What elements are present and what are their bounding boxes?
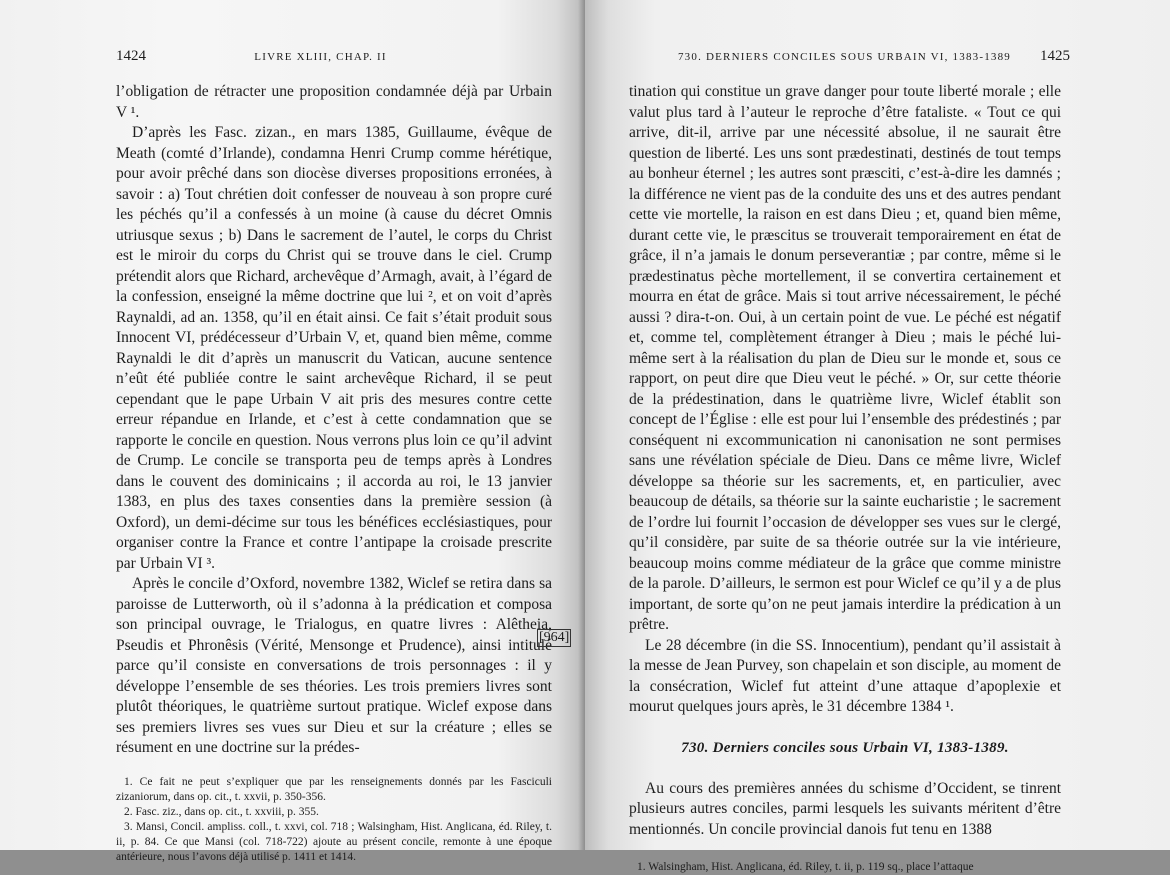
right-footnotes: [629, 860, 1061, 875]
left-page-number: 1424: [116, 48, 146, 64]
left-page-header: [116, 48, 555, 82]
right-page-body: [629, 82, 1061, 840]
right-page: [585, 0, 1170, 873]
left-running-head: LIVRE XLIII, CHAP. II: [254, 51, 387, 63]
right-footnote-1: 1. Walsingham, Hist. Anglicana, éd. Riley, t. ii, p. 119 sq., place l’attaque: [637, 861, 974, 873]
right-section-paragraph: Au cours des premières années du schisme d’Occident, se tinrent plusieurs autres conciles, parmi lesquels les suivants méritent d’être mentionnés. Un concile provincial danois fut tenu en 1388: [629, 779, 1061, 838]
left-paragraph-1: l’obligation de rétracter une proposition condamnée déjà par Urbain V ¹.: [116, 83, 552, 121]
left-page-body: [116, 82, 552, 759]
left-footnotes: [116, 775, 552, 865]
right-paragraph-2: Le 28 décembre (in die SS. Innocentium), pendant qu’il assistait à la messe de Jean Purvey, son chapelain et son disciple, au moment de la consécration, Wiclef fut atteint d’une attaque d’apoplexie et mourut quelques jours après, le 31 décembre 1384 ¹.: [629, 636, 1061, 715]
right-page-number: 1425: [1040, 48, 1070, 64]
left-paragraph-3: Après le concile d’Oxford, novembre 1382, Wiclef se retira dans sa paroisse de Lutterworth, où il s’adonna à la prédication et composa son principal ouvrage, le Trialogus, en quatre livres : Alêtheia, Pseudis et Phronêsis (Vérité, Mensonge et Prudence), ainsi intitulé parce qu’il consiste en conversations de trois personnages : il y développe l’ensemble de ses théories. Les trois premiers livres sont plutôt théoriques, le quatrième surtout pratique. Wiclef expose dans ses premiers livres ses vues sur Dieu et sur la créature ; elles se résument en une doctrine sur la prédes-: [116, 575, 552, 756]
margin-page-reference: [964]: [539, 630, 570, 645]
right-paragraph-1: tination qui constitue un grave danger pour toute liberté morale ; elle valut plus tard à l’auteur le reproche d’être fataliste. « Tout ce qui arrive, dit-il, arrive par une nécessité absolue, il ne saurait être question de liberté. Les uns sont prædestinati, destinés de tout temps au bonheur éternel ; les autres sont præsciti, c’est-à-dire les damnés ; la différence ne vient pas de la conduite des uns et des autres pendant cette vie mortelle, la raison en est dans Dieu ; et, quand bien même, durant cette vie, le præscitus se trouverait temporairement en état de grâce, il n’a jamais le donum perseverantiæ ; par contre, même si le prædestinatus pèche mortellement, il se convertira certainement et mourra en état de grâce. Mais si tout arrive nécessairement, le péché aussi ? dira-t-on. Oui, à un certain point de vue. Le péché est négatif et, comme tel, complètement étranger à Dieu ; mais le péché lui-même sert à la réalisation du plan de Dieu sur le monde et, sous ce rapport, on peut dire que Dieu veut le péché. » Or, sur cette théorie de la prédestination, dans le quatrième livre, Wiclef établit son concept de l’Église : elle est pour lui l’ensemble des prédestinés ; par conséquent ni excommunication ni canonisation ne sont permises sans une révélation spéciale de Dieu. Dans ce même livre, Wiclef développe sa théorie sur les sacrements, et, en particulier, avec beaucoup de détails, sa théorie sur la sainte eucharistie ; le sacrement de l’ordre lui fournit l’occasion de développer ses vues sur le clergé, qu’il considère, par suite de sa théorie outrée sur la vie intérieure, beaucoup moins comme médiateur de la grâce que comme ministre de la parole. D’ailleurs, le sermon est pour Wiclef ce qu’il y a de plus important, de sorte qu’on ne peut jamais interdire la prédication à un prêtre.: [629, 83, 1061, 633]
left-footnote-3: 3. Mansi, Concil. ampliss. coll., t. xxvi, col. 718 ; Walsingham, Hist. Anglicana, éd. Riley, t. ii, p. 84. Ce que Mansi (col. 718-722) ajoute au présent concile, remonte à une époque antérieure, nous l’avons déjà utilisé p. 1411 et 1414.: [116, 820, 552, 863]
right-running-head: 730. DERNIERS CONCILES SOUS URBAIN VI, 1383-1389: [677, 51, 1012, 63]
left-footnote-2: 2. Fasc. ziz., dans op. cit., t. xxviii, p. 355.: [124, 805, 319, 818]
left-footnote-1: 1. Ce fait ne peut s’expliquer que par les renseignements donnés par les Fasciculi zizaniorum, dans op. cit., t. xxvii, p. 350-356.: [116, 775, 552, 803]
right-page-header: [629, 48, 1070, 82]
left-paragraph-2: D’après les Fasc. zizan., en mars 1385, Guillaume, évêque de Meath (comté d’Irlande), condamna Henri Crump comme hérétique, pour avoir prêché dans son diocèse diverses propositions erronées, à savoir : a) Tout chrétien doit confesser de nouveau à son propre curé les péchés qu’il a confessés à un moine (à cause du décret Omnis utriusque sexus ; b) Dans le sacrement de l’autel, le corps du Christ est le miroir du corps du Christ qui se trouve dans le ciel. Crump prétendit alors que Richard, archevêque d’Armagh, avait, à l’égard de la confession, enseigné la même doctrine que lui ², et on voit d’après Raynaldi, ad an. 1358, qu’il en était ainsi. Ce fait s’était produit sous Innocent VI, prédécesseur d’Urbain V, et, quand bien même, comme Raynaldi le dit d’après un manuscrit du Vatican, aucune sentence n’eût été publiée contre le saint archevêque Richard, il se peut cependant que le pape Urbain V ait pris des mesures contre cette erreur répandue en Irlande, et c’est à cette condamnation que se rapporte le concile en question. Nous verrons plus loin ce qu’il advint de Crump. Le concile se transporta peu de temps après à Londres dans le couvent des dominicains ; il accorda au roi, le 13 janvier 1383, en plus des taxes consenties dans la première session (à Oxford), un demi-décime sur tous les bénéfices ecclésiastiques, pour organiser contre la France et contre l’antipape la croisade prescrite par Urbain VI ³.: [116, 124, 552, 572]
section-title: 730. Derniers conciles sous Urbain VI, 1383-1389.: [681, 739, 1009, 756]
left-page: [0, 0, 585, 863]
